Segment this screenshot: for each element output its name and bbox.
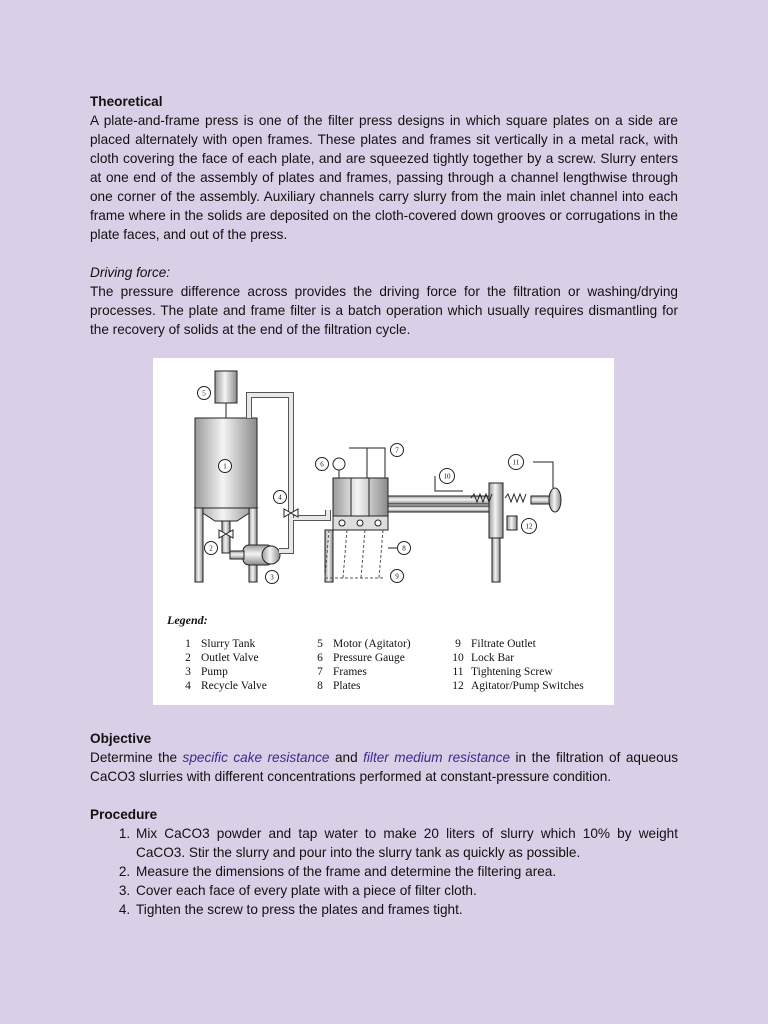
specific-cake-resistance-term: specific cake resistance bbox=[182, 750, 330, 765]
label-11: 11 bbox=[512, 458, 520, 467]
document-content bbox=[90, 92, 678, 919]
theoretical-heading: Theoretical bbox=[90, 94, 163, 109]
legend-item: 7 Frames bbox=[317, 666, 367, 678]
label-10: 10 bbox=[443, 472, 451, 481]
filter-medium-resistance-term: filter medium resistance bbox=[363, 750, 511, 765]
procedure-step: 2. Measure the dimensions of the frame and determine the filtering area. bbox=[134, 862, 678, 881]
label-12: 12 bbox=[525, 522, 533, 531]
driving-force-heading: Driving force: bbox=[90, 265, 171, 280]
procedure-step: 4. Tighten the screw to press the plates and frames tight. bbox=[134, 900, 678, 919]
label-3: 3 bbox=[270, 573, 274, 582]
legend-item: 4 Recycle Valve bbox=[185, 680, 267, 692]
legend-column-3 bbox=[445, 637, 595, 693]
legend-item: 11 Tightening Screw bbox=[452, 666, 553, 678]
tightening-screw-shape bbox=[505, 494, 526, 502]
legend-column-1 bbox=[175, 637, 325, 693]
legend-column-2 bbox=[307, 637, 457, 693]
driving-force-paragraph: The pressure difference across provides the driving force for the filtration or washing/drying processes. The plate and frame filter is a batch operation which usually requires dismantling for the recovery of solids at the end of the filtration cycle. bbox=[90, 284, 678, 337]
legend-item: 2 Outlet Valve bbox=[185, 652, 259, 664]
objective-paragraph: Determine the specific cake resistance and filter medium resistance in the filtration of aqueous CaCO3 slurries with different concentrations performed at constant-pressure condition. bbox=[90, 750, 678, 784]
procedure-list bbox=[90, 824, 678, 919]
procedure-step: 1. Mix CaCO3 powder and tap water to make 20 liters of slurry which 10% by weight CaCO3. Stir the slurry and pour into the slurry tank as quickly as possible. bbox=[134, 824, 678, 862]
procedure-step: 3. Cover each face of every plate with a piece of filter cloth. bbox=[134, 881, 678, 900]
legend-item: 10 Lock Bar bbox=[452, 652, 515, 664]
label-9: 9 bbox=[395, 572, 399, 581]
legend-item: 5 Motor (Agitator) bbox=[317, 638, 411, 650]
label-4: 4 bbox=[278, 493, 282, 502]
label-5: 5 bbox=[202, 389, 206, 398]
objective-heading: Objective bbox=[90, 731, 152, 746]
label-8: 8 bbox=[402, 544, 406, 553]
label-2: 2 bbox=[209, 544, 213, 553]
pressure-gauge-shape bbox=[333, 458, 345, 470]
label-6: 6 bbox=[320, 460, 324, 469]
legend-item: 1 Slurry Tank bbox=[185, 638, 256, 650]
filter-press-diagram bbox=[153, 358, 614, 705]
label-1: 1 bbox=[223, 462, 227, 471]
theoretical-paragraph: A plate-and-frame press is one of the filter press designs in which square plates on a side are placed alternately with open frames. These plates and frames sit vertically in a metal rack, with cloth covering the face of each plate, and are squeezed tightly together by a screw. Slurry enters at one end of the assembly of plates and frames, passing through a channel lengthwise through one corner of the assembly. Auxiliary channels carry slurry from the main inlet channel into each frame where in the solids are deposited on the cloth-covered down grooves or corrugations in the plate faces, and out of the press. bbox=[90, 113, 678, 242]
procedure-heading: Procedure bbox=[90, 807, 158, 822]
legend-item: 3 Pump bbox=[185, 666, 228, 678]
legend-item: 8 Plates bbox=[317, 680, 361, 692]
filter-press-schematic bbox=[153, 358, 614, 608]
legend-item: 6 Pressure Gauge bbox=[317, 652, 405, 664]
label-7: 7 bbox=[395, 446, 399, 455]
legend-title: Legend: bbox=[167, 613, 208, 627]
legend-item: 12 Agitator/Pump Switches bbox=[452, 680, 584, 692]
legend-item: 9 Filtrate Outlet bbox=[455, 638, 536, 650]
motor-shape bbox=[215, 371, 237, 403]
